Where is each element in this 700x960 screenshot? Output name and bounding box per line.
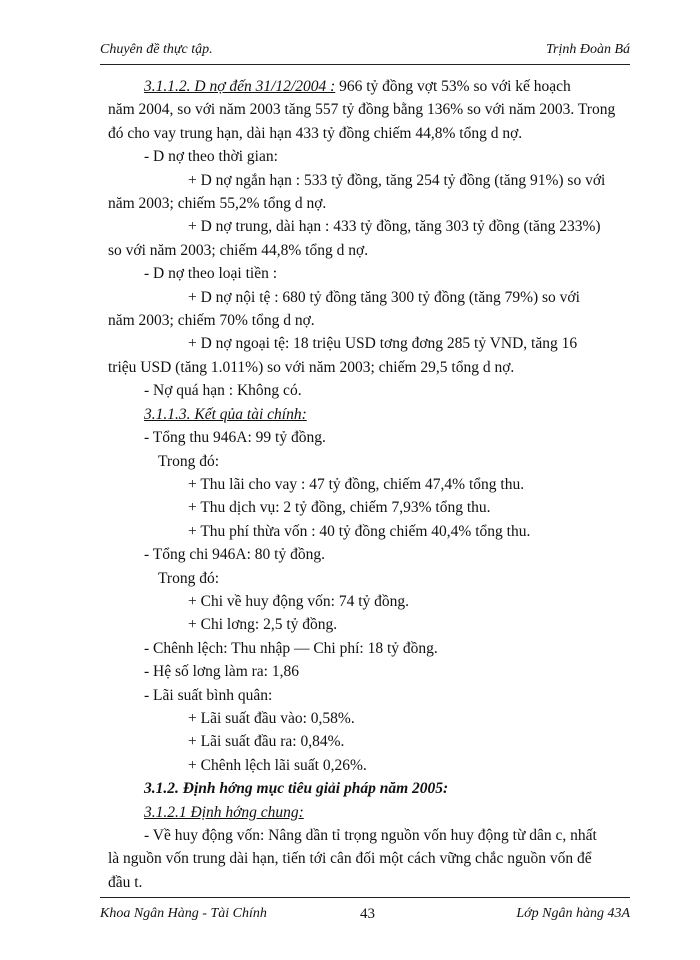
text-line: là nguồn vốn trung dài hạn, tiến tới cân đối một cách vững chắc nguồn vốn để bbox=[108, 850, 592, 868]
list-item: - Tổng chi 946A: 80 tỷ đồng. bbox=[144, 546, 325, 564]
list-item: - Về huy động vốn: Nâng dần tỉ trọng nguồn vốn huy động từ dân c, nhất bbox=[144, 827, 597, 844]
list-item: + D nợ ngắn hạn : 533 tỷ đồng, tăng 254 tỷ đồng (tăng 91%) so với bbox=[188, 171, 606, 189]
list-item: + D nợ trung, dài hạn : 433 tỷ đồng, tăng 303 tỷ đồng (tăng 233%) bbox=[188, 218, 601, 236]
footer-right: Lớp Ngân hàng 43A bbox=[516, 906, 630, 921]
text-line: so với năm 2003; chiếm 44,8% tổng d nợ. bbox=[108, 241, 369, 259]
list-item: - Lãi suất bình quân: bbox=[144, 686, 273, 704]
section-heading-3-1-2: 3.1.2. Định hớng mục tiêu giải pháp năm 2005: bbox=[144, 780, 449, 798]
list-item: + Lãi suất đầu ra: 0,84%. bbox=[188, 733, 345, 751]
text-line: đầu t. bbox=[108, 873, 143, 891]
list-item: + D nợ ngoại tệ: 18 triệu USD tơng đơng 285 tỷ VND, tăng 16 bbox=[188, 335, 578, 353]
list-item: - Chênh lệch: Thu nhập — Chi phí: 18 tỷ đồng. bbox=[144, 639, 438, 657]
list-item: - D nợ theo thời gian: bbox=[144, 148, 278, 166]
list-item: - D nợ theo loại tiền : bbox=[144, 265, 278, 283]
text-line: triệu USD (tăng 1.011%) so với năm 2003; chiếm 29,5 tổng d nợ. bbox=[108, 358, 515, 376]
text-line: năm 2003; chiếm 55,2% tổng d nợ. bbox=[108, 195, 327, 213]
list-item: + Thu dịch vụ: 2 tỷ đồng, chiếm 7,93% tổng thu. bbox=[188, 499, 491, 517]
section-heading-3-1-1-2: 3.1.1.2. D nợ đến 31/12/2004 : bbox=[144, 78, 336, 95]
footer-left: Khoa Ngân Hàng - Tài Chính bbox=[100, 906, 267, 921]
list-item: + Lãi suất đầu vào: 0,58%. bbox=[188, 709, 355, 727]
list-item: + Chi lơng: 2,5 tỷ đồng. bbox=[188, 616, 338, 634]
list-item: - Nợ quá hạn : Không có. bbox=[144, 382, 302, 400]
list-item: + D nợ nội tệ : 680 tỷ đồng tăng 300 tỷ đồng (tăng 79%) so với bbox=[188, 288, 580, 306]
page-header bbox=[100, 40, 630, 65]
text-line: 966 tỷ đồng vợt 53% so với kế hoạch bbox=[335, 78, 571, 95]
list-item: + Chi về huy động vốn: 74 tỷ đồng. bbox=[188, 592, 410, 610]
text-line: đó cho vay trung hạn, dài hạn 433 tỷ đồng chiếm 44,8% tổng d nợ. bbox=[108, 124, 523, 142]
page-number: 43 bbox=[360, 906, 375, 922]
paragraph-outstanding-loans bbox=[108, 75, 626, 98]
list-item: + Thu lãi cho vay : 47 tỷ đồng, chiếm 47,4% tổng thu. bbox=[188, 475, 525, 493]
list-item: - Tổng thu 946A: 99 tỷ đồng. bbox=[144, 429, 326, 447]
text-line: Trong đó: bbox=[158, 452, 220, 470]
header-left: Chuyên đề thực tập. bbox=[100, 42, 213, 57]
text-line: Trong đó: bbox=[158, 569, 220, 587]
text-line: năm 2004, so với năm 2003 tăng 557 tỷ đồng bằng 136% so với năm 2003. Trong bbox=[108, 101, 616, 119]
section-heading-3-1-1-3: 3.1.1.3. Kết qủa tài chính: bbox=[144, 405, 307, 423]
page-footer bbox=[100, 897, 630, 928]
header-right: Trịnh Đoàn Bá bbox=[545, 42, 630, 57]
list-item: + Thu phí thừa vốn : 40 tỷ đồng chiếm 40,4% tổng thu. bbox=[188, 522, 531, 540]
list-item: - Hệ số lơng làm ra: 1,86 bbox=[144, 663, 299, 681]
section-heading-3-1-2-1: 3.1.2.1 Định hớng chung: bbox=[144, 803, 304, 821]
text-line: năm 2003; chiếm 70% tổng d nợ. bbox=[108, 312, 315, 330]
list-item: + Chênh lệch lãi suất 0,26%. bbox=[188, 756, 367, 774]
page-content bbox=[108, 75, 626, 894]
